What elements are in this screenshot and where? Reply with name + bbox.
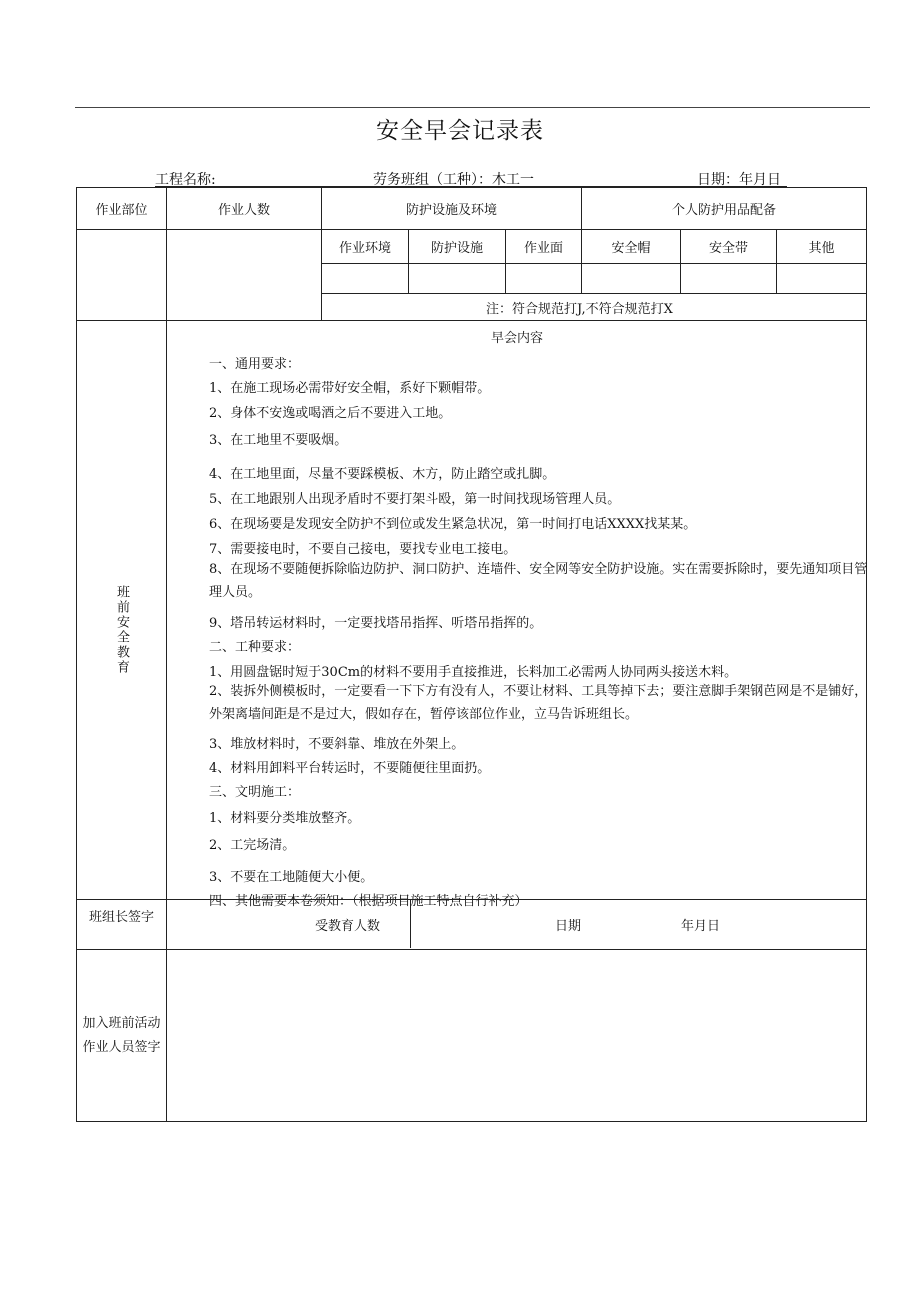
- sub-surface: 作业面: [505, 229, 581, 263]
- sign-row: [166, 899, 866, 949]
- note: 注：符合规范打J,不符合规范打X: [321, 293, 866, 320]
- content-title: 早会内容: [490, 331, 543, 346]
- meeting-content: [166, 320, 868, 909]
- list-item: 2、工完场清。: [209, 838, 296, 853]
- list-item: 6、在现场要是发现安全防护不到位或发生紧急状况，第一时间打电话XXXX找某某。: [209, 517, 697, 532]
- attendance-label: [77, 949, 166, 1121]
- section-other: 四、其他需要本卷须知：（根据项目施工特点自行补充）: [209, 894, 528, 909]
- check-facility[interactable]: [408, 263, 505, 293]
- sub-helmet: 安全帽: [581, 229, 680, 263]
- list-item: 3、在工地里不要吸烟。: [209, 433, 348, 448]
- check-surface[interactable]: [505, 263, 581, 293]
- check-helmet[interactable]: [581, 263, 680, 293]
- list-item: 1、材料要分类堆放整齐。: [209, 811, 361, 826]
- col-protection: 防护设施及环境: [321, 188, 581, 229]
- list-item: 1、在施工现场必需带好安全帽，系好下颗帽带。: [209, 381, 491, 396]
- list-item: 5、在工地跟别人出现矛盾时不要打架斗殴，第一时间找现场管理人员。: [209, 492, 621, 507]
- top-rule: [75, 107, 870, 108]
- attendance-label-line1: 加入班前活动: [82, 1015, 161, 1031]
- date-field-label: 日期: [555, 919, 582, 934]
- record-form: [76, 187, 867, 1122]
- section-civilized: 三、文明施工：: [209, 785, 301, 800]
- headcount-input[interactable]: [166, 229, 321, 320]
- sub-belt: 安全带: [680, 229, 776, 263]
- check-env[interactable]: [321, 263, 408, 293]
- education-label-text: 班前安全教育: [114, 585, 129, 675]
- col-location: 作业部位: [95, 203, 148, 218]
- list-item: 4、材料用卸料平台转运时，不要随便往里面扔。: [209, 761, 491, 776]
- list-item: 2、身体不安逸或喝酒之后不要进入工地。: [209, 406, 452, 421]
- trainees-label: 受教育人数: [315, 919, 381, 934]
- list-item: 3、不要在工地随便大小便。: [209, 870, 374, 885]
- list-item: 7、需要接电时，不要自己接电，要找专业电工接电。: [209, 542, 517, 557]
- col-headcount: 作业人数: [166, 188, 321, 229]
- leader-sign-label: 班组长签字: [77, 899, 166, 949]
- list-item: 9、塔吊转运材料时，一定要找塔吊指挥、听塔吊指挥的。: [209, 616, 543, 631]
- date-field-value[interactable]: 年月日: [681, 919, 721, 934]
- attendance-label-line2: 作业人员签字: [82, 1039, 161, 1055]
- sub-facility: 防护设施: [408, 229, 505, 263]
- sub-other: 其他: [776, 229, 866, 263]
- sub-env: 作业环境: [321, 229, 408, 263]
- project-name-label: 工程名称:: [155, 172, 216, 188]
- section-trade: 二、工种要求：: [209, 640, 301, 655]
- section-general: 一、通用要求：: [209, 357, 301, 372]
- list-item: 1、用圆盘锯时短于30Cm的材料不要用手直接推进，长料加工必需两人协同两头接送木料。: [209, 665, 738, 680]
- page-title: 安全早会记录表: [376, 118, 544, 144]
- check-belt[interactable]: [680, 263, 776, 293]
- list-item: 4、在工地里面，尽量不要踩模板、木方，防止踏空或扎脚。: [209, 467, 556, 482]
- team-label: 劳务班组（工种）：木工一: [373, 172, 534, 188]
- col-ppe: 个人防护用品配备: [581, 188, 866, 229]
- attendance-sign-area[interactable]: [166, 949, 866, 1121]
- education-label: [77, 320, 166, 899]
- list-item: 8、在现场不要随便拆除临边防护、洞口防护、连墙件、安全网等安全防护设施。实在需要拆除时，要先通知项目管理人员。: [209, 562, 868, 600]
- location-input[interactable]: [77, 229, 166, 320]
- list-item: 3、堆放材料时，不要斜靠、堆放在外架上。: [209, 737, 465, 752]
- divider: [410, 900, 411, 948]
- list-item: 2、装拆外侧模板时，一定要看一下下方有没有人，不要让材料、工具等掉下去；要注意脚手架钢芭网是不是铺好，外架离墙间距是不是过大，假如存在，暂停该部位作业，立马告诉班组长。: [209, 684, 868, 722]
- check-other[interactable]: [776, 263, 866, 293]
- date-label: 日期：年月日: [697, 172, 781, 188]
